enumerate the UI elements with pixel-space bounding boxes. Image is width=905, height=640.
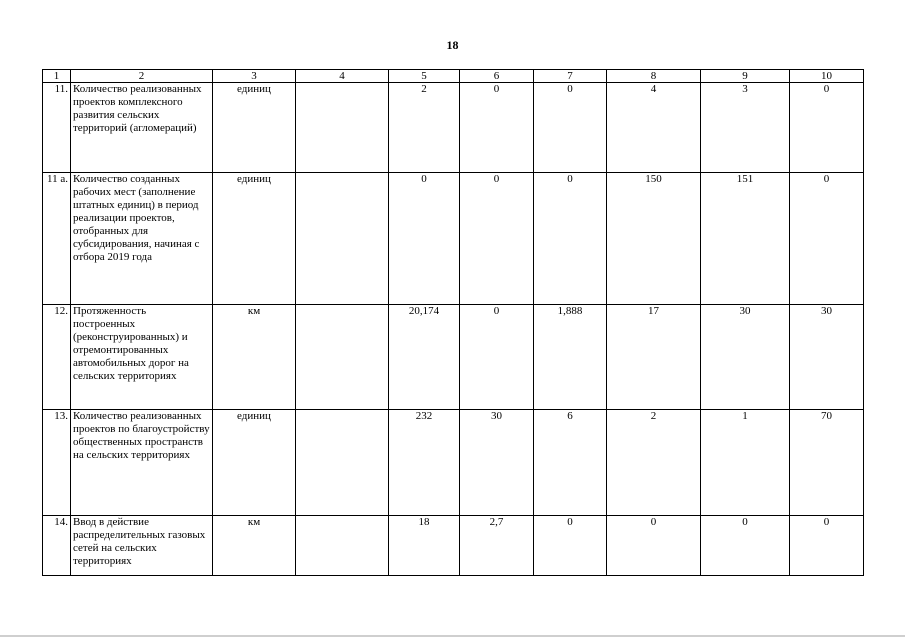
column-header: 7 (534, 70, 607, 83)
row-number (43, 173, 71, 305)
value-cell: 0 (534, 173, 607, 305)
column-4-cell (296, 305, 389, 410)
value-cell: 70 (790, 410, 864, 516)
value-cell: 0 (534, 83, 607, 173)
value-cell: 0 (790, 83, 864, 173)
value-cell: 0 (790, 516, 864, 576)
value-cell: 150 (607, 173, 701, 305)
row-number: 13. (43, 410, 71, 516)
table-row (43, 410, 864, 516)
column-4-cell (296, 410, 389, 516)
column-4-cell (296, 83, 389, 173)
unit-cell: км (213, 305, 296, 410)
column-header: 1 (43, 70, 71, 83)
value-cell: 2,7 (460, 516, 534, 576)
unit-cell: км (213, 516, 296, 576)
table-row (43, 516, 864, 576)
indicator-name: Ввод в действие распределительных газовых сетей на сельских территориях (71, 516, 213, 576)
unit-cell: единиц (213, 83, 296, 173)
value-cell: 20,174 (389, 305, 460, 410)
table-row (43, 305, 864, 410)
indicator-name: Количество созданных рабочих мест (заполнение штатных единиц) в период реализации проектов, отобранных для субсидирования, начиная с отбора 2019 года (71, 173, 213, 305)
column-header: 9 (701, 70, 790, 83)
column-header: 5 (389, 70, 460, 83)
indicator-name: Количество реализованных проектов по благоустройству общественных пространств на сельских территориях (71, 410, 213, 516)
value-cell: 0 (534, 516, 607, 576)
row-number: 14. (43, 516, 71, 576)
column-header: 6 (460, 70, 534, 83)
value-cell: 0 (460, 83, 534, 173)
value-cell: 2 (607, 410, 701, 516)
column-4-cell (296, 173, 389, 305)
unit-cell: единиц (213, 410, 296, 516)
table-row (43, 173, 864, 305)
indicators-table (42, 69, 864, 576)
value-cell: 151 (701, 173, 790, 305)
value-cell: 0 (460, 305, 534, 410)
value-cell: 0 (790, 173, 864, 305)
value-cell: 3 (701, 83, 790, 173)
value-cell: 30 (790, 305, 864, 410)
value-cell: 17 (607, 305, 701, 410)
column-header: 2 (71, 70, 213, 83)
column-4-cell (296, 516, 389, 576)
value-cell: 18 (389, 516, 460, 576)
indicator-name: Протяженность построенных (реконструированных) и отремонтированных автомобильных дорог на сельских территориях (71, 305, 213, 410)
row-number: 12. (43, 305, 71, 410)
value-cell: 30 (701, 305, 790, 410)
page-number: 18 (446, 38, 459, 52)
unit-cell: единиц (213, 173, 296, 305)
value-cell: 2 (389, 83, 460, 173)
column-header: 10 (790, 70, 864, 83)
column-header: 8 (607, 70, 701, 83)
row-number-text: 11 а. (47, 173, 68, 185)
table-row (43, 83, 864, 173)
column-header: 3 (213, 70, 296, 83)
page-bottom-edge (0, 635, 905, 637)
value-cell: 30 (460, 410, 534, 516)
value-cell: 232 (389, 410, 460, 516)
column-header: 4 (296, 70, 389, 83)
row-number: 11. (43, 83, 71, 173)
value-cell: 0 (460, 173, 534, 305)
value-cell: 6 (534, 410, 607, 516)
value-cell: 0 (607, 516, 701, 576)
indicator-name: Количество реализованных проектов комплексного развития сельских территорий (агломераций) (71, 83, 213, 173)
value-cell: 4 (607, 83, 701, 173)
value-cell: 0 (701, 516, 790, 576)
value-cell: 0 (389, 173, 460, 305)
value-cell: 1 (701, 410, 790, 516)
table-header-row (43, 70, 864, 83)
value-cell: 1,888 (534, 305, 607, 410)
